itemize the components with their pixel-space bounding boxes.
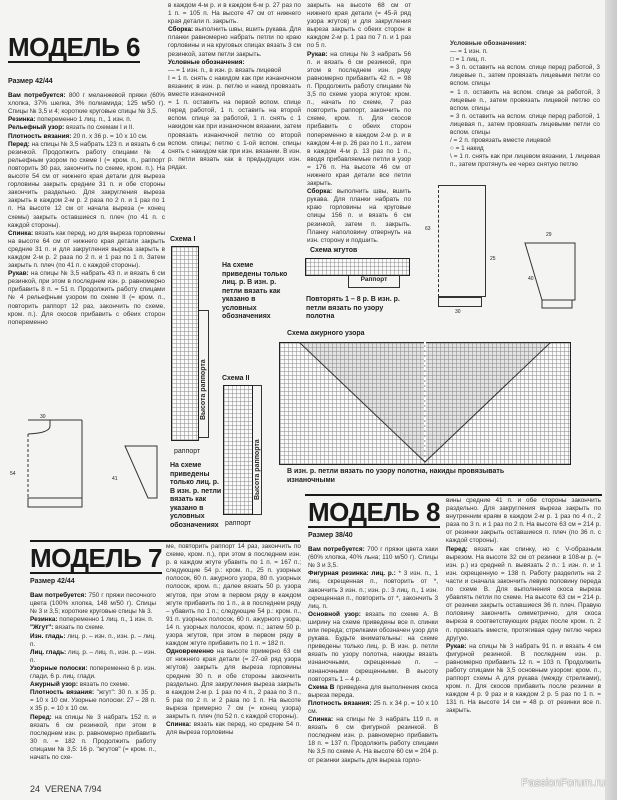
paragraph-text: вязать по схемам I и II. [64, 124, 135, 132]
paragraph-text: вины средние 41 п. и обе стороны закончить раздельно. Для закругления выреза закрыть по внутренним краям в каждом 2-м р. 1 раз по 4 п., 2 раза по 3 п. и 1 раз по 2 п. На высоте 63 см = 214 р. от резинки закрыть оставшиеся п. плеч (по 36 п. с каждой стороны). [446, 497, 601, 545]
paragraph [8, 92, 165, 116]
paragraph [308, 700, 438, 716]
paragraph [30, 714, 156, 763]
paragraph-text: вязать по схеме. [53, 624, 105, 632]
paragraph [166, 648, 301, 721]
paragraph [30, 633, 156, 649]
paragraph-heading: Условные обозначения: [168, 58, 245, 66]
paragraph [8, 270, 165, 327]
lace-note: В изн. р. петли вязать по узору полотна, накиды провязывать изнаночными [287, 468, 505, 484]
paragraph-heading: Ажурный узор: [30, 681, 78, 689]
legend-title: Условные обозначения: [450, 40, 527, 47]
paragraph-text: лиц. р. – изн. п., изн. р. – лиц. п. [30, 632, 156, 648]
paragraph [30, 624, 156, 632]
model6-size: Размер 42/44 [8, 78, 53, 85]
model8-col1 [308, 532, 438, 765]
paragraph-heading: Плотность вязания: [8, 132, 72, 140]
paragraph [308, 716, 438, 765]
paragraph [8, 133, 165, 141]
dim-41: 41 [112, 476, 118, 482]
cables-title: Схема жгутов [310, 247, 358, 254]
lace-title: Схема ажурного узора [287, 330, 365, 337]
paragraph [30, 592, 156, 616]
paragraph-heading: Изн. гладь: [30, 632, 66, 640]
model6-legend [450, 40, 600, 170]
paragraph-text: ме, повторить раппорт 14 раз, закончить по схеме, кром. п.), при этом в последнем изн. р. в каждом жгуте убавить по 1 п. = 167 п.; следующие 54 р.: кром. п., 25 п. узорных полосок, 60 п. ажурного узора, 80 п. узорных полосок, кром. п.; далее вязать 50 р. узора жгутов, при этом в первом ряду в каждом жгуте прибавить по 1 п., а в последнем ряду – убавить по 1 п.; следующие 54 р.: кром. п., 91 п. узорных полосок, 60 п. ажурного узора, 14 п. узорных полосок, кром. п.; затем 50 р. узора жгутов, при этом в первом ряду в каждом жгуте прибавить по 1 п. = 182 п. [166, 543, 301, 648]
paragraph-heading: Спинка: [8, 229, 34, 237]
page-edge-shadow [605, 0, 617, 800]
paragraph-heading: "Жгут": [30, 624, 54, 632]
paragraph-heading: Лиц. гладь: [30, 648, 67, 656]
cables-grid [305, 258, 410, 276]
paragraph [168, 26, 301, 58]
paragraph-text: в каждом 4-м р. и в каждом 6-м р. 27 раз по 1 п. = 105 п. На высоте 47 см от нижнего края детали п. закрыть. [168, 2, 301, 26]
paragraph [307, 188, 411, 245]
paragraph-text: 25 п. х 34 р. = 10 х 10 см. [308, 699, 438, 715]
legend-item: □ = 1 лиц. п. [450, 56, 487, 64]
paragraph-heading: Перед: [446, 545, 468, 553]
paragraph-text: попеременно 6 р. изн. глади, 6 р. лиц. глади. [30, 664, 156, 681]
legend-item: ○ = 1 накид [450, 145, 484, 153]
paragraph-text: вязать как перед, но средние 54 п. для выреза горловины [166, 721, 301, 737]
paragraph-text: на спицы № 3,5 набрать 123 п. и вязать 6 см резинкой. Продолжить работу спицами № 4 рельефным узором по схеме I (= кром. п., раппорт повторить 30 раз, закончить по схеме, кром. п.). На высоте 54 см от нижнего края детали для выреза горловины закрыть средние 31 п. и обе стороны закончить раздельно. Для закругления выреза закрыть в каждом 2-м р. 2 раза по 2 п. и 1 раз по 1 п. На высоте 12 см от начала выреза (= конец схемы) закрыть оставшиеся п. плеч (по 41 п. с каждой стороны). [8, 140, 165, 229]
paragraph-text: на спицы № 3 набрать 56 п. и вязать 6 см резинкой, при этом в последнем изн. ряду равномерно прибавить 42 п. = 98 п. Продолжить работу спицами № 3,5 по схеме узора жгутов: кром. п., начать по схеме, 7 раз повторить раппорт, закончить по схеме, кром. п. Для скосов прибавить с обеих сторон попеременно в каждом 2-м р. и в каждом 4-м р. 26 раз по 1 п., затем в каждом 4-м р. 13 раз по 1 п., вводя прибавляемые петли в узор = 176 п. На высоте 46 см от нижнего края детали все петли закрыть. [307, 50, 411, 188]
model7-divider [30, 540, 300, 542]
model7-title: МОДЕЛЬ 7 [30, 543, 163, 573]
paragraph-heading: Плотность вязания: [30, 689, 95, 697]
legend-item: = 3 п. оставить на вспом. спице перед работой, 3 лицевые п., затем провязать лицевыми петли со вспом. спицы [450, 64, 600, 88]
paragraph [8, 230, 165, 270]
paragraph-heading: Сборка: [168, 26, 194, 34]
paragraph-heading: Сборка: [307, 188, 333, 196]
paragraph [308, 546, 438, 570]
paragraph-text: "жгут": 30 п. х 35 р. = 10 х 10 см. Узорные полоски: 27 – 28 п. х 35 р. = 10 х 10 см. [30, 689, 156, 713]
paragraph-text: 750 г пряжи песочного цвета (100% хлопка, 148 м/50 г). Спицы № 3 и 3,5; короткие круговые спицы № 3. [30, 592, 156, 616]
paragraph-heading: Вам потребуется: [308, 546, 365, 554]
paragraph-text: на спицы № 3 набрать 119 п. и вязать 6 см фигурной резинкой. В последнем изн. р. равномерно прибавить 18 п. = 137 п. Продолжить работу спицами № 3,5 по схеме А. На высоте 60 см = 204 р. от резинки закрыть для выреза горло- [308, 716, 438, 764]
legend-item: \ = 1 п. снять как при лицевом вязании, 1 лицевая п., затем протянуть ее через снятую петлю [450, 153, 600, 169]
paragraph-text: приведена для выполнения скоса выреза переда. [308, 683, 438, 699]
page-number: 24 [30, 784, 41, 794]
paragraph [8, 141, 165, 230]
legend-item: — = 1 изн. п. [450, 48, 488, 56]
paragraph-heading: Спинка: [308, 716, 334, 724]
pattern-body-right [438, 185, 486, 297]
paragraph-text: на спицы № 3 набрать 152 п. и вязать 6 см резинкой, при этом в последнем изн. р. равномерно прибавить 30 п. = 182 п. Продолжить работу спицами № 3,5: 16 р. "жгутов" (= кром. п., начать по схе- [30, 713, 156, 761]
schema2-title: Схема II [222, 375, 250, 382]
paragraph-text: 20 п. х 36 р. = 10 х 10 см. [71, 132, 148, 140]
paragraph [8, 124, 165, 132]
paragraph-text: выполнить швы, вшить рукава. Для планки набрать по краю горловины на круговые спицы 156 п. и вязать 6 см резинкой, затем п. закрыть. Планку наполовину отвернуть на изн. сторону и подшить. [307, 188, 411, 244]
legend-item: = 3 п. оставить на вспом. спице перед работой, 1 лицевая п., затем провязать лицевыми петли со вспом. спицы [450, 112, 600, 137]
model6-col3 [307, 2, 411, 245]
paragraph [446, 497, 601, 546]
model7-col1 [30, 578, 156, 762]
cables-rapport: Раппорт [348, 276, 400, 288]
paragraph [307, 2, 411, 51]
paragraph-text: выполнить швы, вшить рукава. Для планки равномерно набрать петли по краю горловины и на круговых спицах вязать 3 см резинкой, затем петли закрыть. [168, 26, 301, 58]
paragraph-heading: Резинка: [30, 616, 58, 624]
paragraph-text: вязать как спинку, но с V-образным вырезом. На высоте 32 см от резинки в 108-м р. (= изн. р.) из средней п. вывязать 2 п.: 1 изн. п. и 1 изн. скрещенную = 138 п. Работу разделить на 2 части и сначала закончить левую половину переда по схеме В. Для выполнения скоса выреза убавлять петли по схеме. На высоте 63 см = 214 р. от резинки закрыть оставшиеся 36 п. плеч. Правую половину закончить симметрично, для скоса выреза в соответствующих рядах после кром. п. 2 п. провязать вместе, протягивая одну петлю через другую. [446, 545, 601, 642]
paragraph [30, 681, 156, 689]
paragraph [166, 543, 301, 648]
schema1-grid [171, 246, 199, 441]
paragraph [30, 616, 156, 624]
paragraph-text: = 1 п. оставить на первой вспом. спице перед работой, 1 п. оставить на второй вспом. спице за работой, 1 п. снять с 1 накидом как при изнаночном вязании, затем провязать изнаночной петлю со второй вспом. спицы; петлю с 1-ой вспом. спицы снять с накидом как при изн. вязании. В изн. р. петли вязать как в предыдущих изн. рядах. [168, 99, 301, 171]
paragraph-heading: Вам потребуется: [8, 92, 66, 100]
paragraph-heading: Одновременно [166, 648, 214, 656]
dim-29: 29 [546, 232, 552, 238]
paragraph-heading: Спинка: [166, 721, 192, 729]
paragraph [446, 643, 601, 716]
paragraph [446, 546, 601, 643]
paragraph-heading: Плотность вязания: [308, 699, 372, 707]
dim-25: 25 [490, 256, 496, 262]
paragraph-text: на спицы № 3,5 набрать 43 п. и вязать 6 см резинкой, при этом в последнем изн. р. равномерно прибавить 8 п. = 51 п. Продолжить работу спицами № 4 рельефным узором по схеме II (= кром. п., повторить раппорт 12 раз, закончить по схеме, кром. п.). Для скосов прибавить с обеих сторон попеременно [8, 270, 165, 326]
paragraph-text: на спицы № 3 набрать 91 п. и вязать 4 см фигурной резинкой. В последнем изн. р. равномерно прибавить 12 п. = 103 п. Продолжить работу спицами № 3,5 основным узором: кром. п., раппорт схемы А для рукава (между стрелками), кром. п. Для скосов прибавить после резинки в каждом 4 р. 9 раз и в каждом 2 р. 5 раз по 1 п. = 131 п. На высоте 14 см = 48 р. от резинки все п. закрыть. [446, 642, 601, 715]
model6-title: МОДЕЛЬ 6 [8, 32, 141, 62]
model8-title: МОДЕЛЬ 8 [308, 497, 441, 527]
paragraph-heading: Перед: [8, 140, 30, 148]
dim-54: 54 [10, 471, 16, 477]
paragraph-heading: Рукав: [307, 50, 328, 58]
paragraph-heading: Схема В [308, 683, 335, 691]
page-footer [30, 784, 102, 794]
paragraph-text: вязать по схеме. [77, 681, 130, 689]
paragraph [308, 684, 438, 700]
dim-30: 30 [455, 309, 461, 315]
paragraph [168, 59, 301, 67]
model7-col2 [166, 543, 301, 737]
schema2-note: На схеме приведены только лиц. р. В изн. р. петли вязать как указано в условных обозначениях [170, 462, 222, 529]
schema1-note: На схеме приведены только лиц. р. В изн. р. петли вязать как указано в условных обозначениях [222, 262, 288, 320]
model8-divider [305, 494, 602, 496]
legend-item: = 1 п. оставить на вспом. спице за работой, 3 лицевые п., затем провязать лицевой петлю со вспом. спицы [450, 88, 600, 112]
paragraph [168, 75, 301, 99]
paragraph [168, 2, 301, 26]
paragraph-text: вязать как перед, но для выреза горловины на высоте 64 см от нижнего края детали закрыть средние 31 п. и для закругления выреза закрыть в каждом 2-м р. 2 раза по 2 п. и 1 раз по 1 п. Затем закрыть п. плеч (по 41 п. с каждой стороны). [8, 229, 165, 270]
schema1-rapport-height: Высота раппорта [200, 359, 207, 420]
paragraph-heading: Фигурная резинка: лиц. р.: [308, 570, 396, 578]
paragraph-text: * 3 изн. п., 1 лиц. скрещенная п., повторить от *, закончить 3 изн. п.; изн. р.: 3 лиц. п., 1 изн. скрещенная п., повторить от *, закончить 3 лиц. п. [308, 570, 438, 610]
paragraph-heading: Вам потребуется: [30, 592, 87, 600]
paragraph-heading: Рельефный узор: [8, 124, 65, 132]
lace-diamond-motif [279, 342, 571, 465]
dim-40: 40 [528, 276, 534, 282]
paragraph-text: вязать по схеме А. В ширину на схеме приведены все п. спинки или переда; стрелками обозначен узор для рукава. Будьте внимательны: на схеме приведены только лиц. р. В изн. р. петли вязать по узору полотна, накиды вязать изнаночными, скрещенные п. – изнаночными скрещенными. В высоту повторять 1 – 4 р. [308, 610, 438, 683]
schema1-title: Схема I [170, 236, 196, 243]
paragraph [308, 570, 438, 610]
paragraph [30, 665, 156, 681]
paragraph [166, 721, 301, 737]
model6-col1 [8, 78, 165, 327]
magazine-issue: VERENA 7/94 [45, 784, 102, 794]
paragraph-text: на высоте примерно 63 см от нижнего края детали (= 27-ой ряд узора жгутов) закрыть для выреза горловины средние 30 п. и обе стороны закончить раздельно. Для закругления выреза закрыть в каждом 2-м р. 1 раз по 4 п., 2 раза по 3 п., 5 раз по 2 п. и 2 раза по 1 п. На высоте выреза примерно 7 см (= конец узора) закрыть п. плеч (по 52 п. с каждой стороны). [166, 648, 301, 720]
schema2-grid [223, 385, 253, 515]
paragraph-text: I = 1 п. снять с накидом как при изнаночном вязании; в изн. р. петлю и накид провязать вместе изнаночной [168, 74, 301, 99]
paragraph-heading: Рукав: [8, 270, 29, 278]
paragraph-text: 700 г пряжи цвета хаки (60% хлопка, 40% льна; 110 м/50 г). Спицы № 3 и 3,5. [308, 546, 438, 570]
paragraph-heading: Резинка: [8, 116, 36, 124]
paragraph [308, 611, 438, 684]
schema2-rapport: раппорт [225, 520, 252, 527]
paragraph-heading: Узорные полоски: [30, 664, 88, 672]
paragraph [168, 67, 301, 75]
legend-item: / = 2 п. провязать вместе лицевой [450, 137, 551, 145]
paragraph-text: попеременно 1 лиц. п., 1 изн. п. [57, 616, 154, 624]
paragraph-text: лиц. р. – лиц. п., изн. р. – изн. п. [30, 648, 156, 664]
paragraph-heading: Перед: [30, 713, 52, 721]
paragraph [168, 99, 301, 172]
model8-size: Размер 38/40 [308, 532, 353, 539]
cables-note: Повторять 1 – 8 р. В изн. р. петли вязать по узору полотна [306, 296, 400, 320]
dim-30-left: 30 [40, 414, 46, 420]
dim-63: 63 [425, 226, 431, 232]
paragraph-text: попеременно 1 лиц. п., 1 изн. п. [35, 116, 132, 124]
paragraph-text: закрыть на высоте 68 см от нижнего края детали (= 45-й ряд узора жгутов) и для закругления выреза закрыть с обеих сторон в каждом 2-м р. 1 раз по 7 п. и 1 раз по 5 п. [307, 2, 411, 50]
paragraph [30, 649, 156, 665]
paragraph-text: — = 1 изн. п., в изн. р. вязать лицевой [168, 66, 282, 74]
model6-col2 [168, 2, 301, 172]
paragraph-heading: Рукав: [446, 642, 467, 650]
schema2-rapport-height: Высота раппорта [254, 439, 261, 500]
paragraph-text: 800 г меланжевой пряжи (60% хлопка, 37% шелка, 3% полиамида; 125 м/50 г). Спицы № 3,5 и 4; короткие круговые спицы № 3,5. [8, 92, 165, 116]
paragraph [30, 689, 156, 713]
paragraph-heading: Основной узор: [308, 610, 361, 618]
model7-size: Размер 42/44 [30, 578, 75, 585]
watermark: PassionForum.ru [521, 777, 605, 789]
pattern-body-left [20, 418, 170, 510]
model8-col2 [446, 497, 601, 716]
schema1-rapport: раппорт [174, 448, 201, 455]
paragraph [307, 51, 411, 189]
pattern-cuff-right [438, 297, 482, 307]
